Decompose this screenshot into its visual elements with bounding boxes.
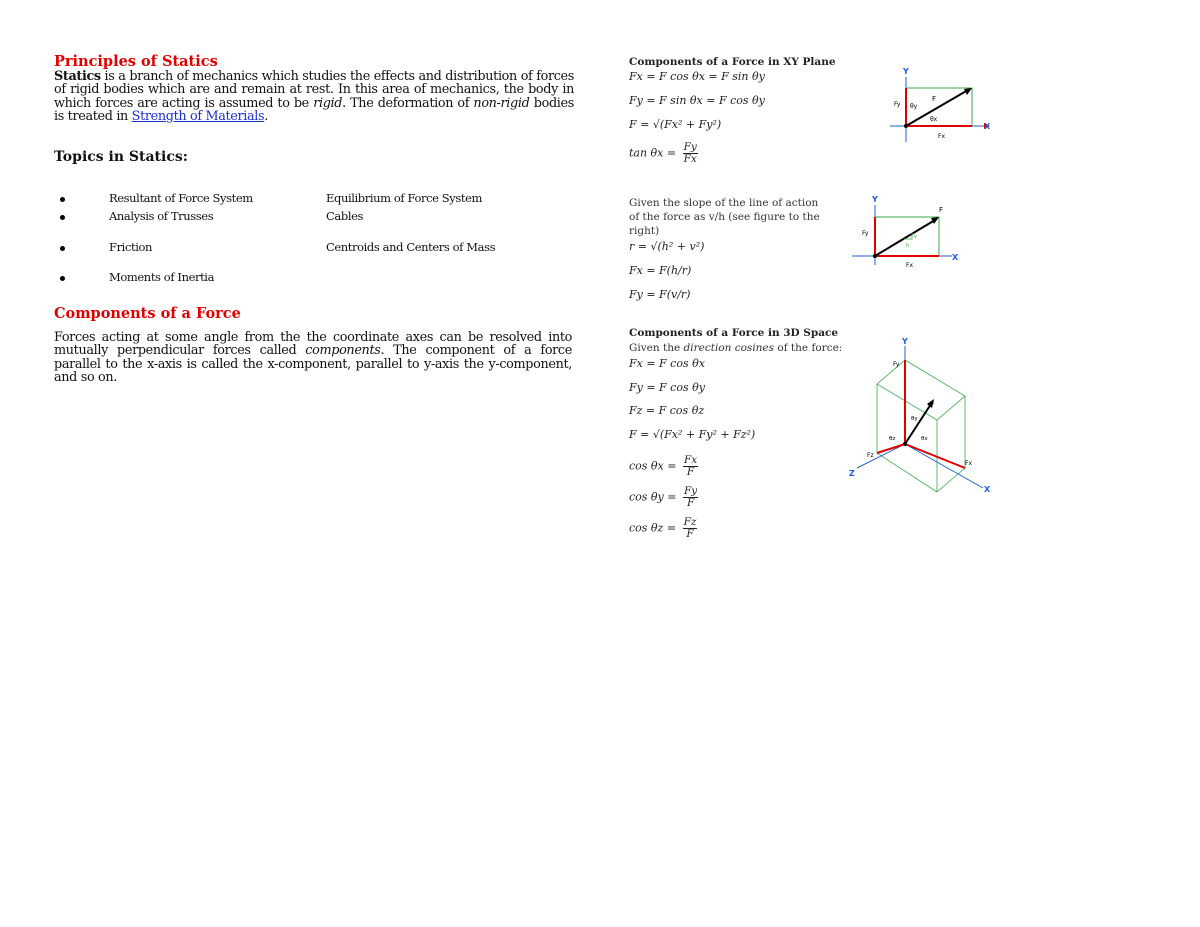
cosy-lhs: cos θy = <box>629 490 677 504</box>
bullet-icon <box>60 276 65 281</box>
fx-label: Fx <box>906 262 914 269</box>
v-label: v <box>914 234 917 240</box>
z-label: Z <box>849 469 855 478</box>
h-label: h <box>906 243 910 249</box>
tan-lhs: tan θx = <box>629 146 677 160</box>
space-eq-cosy <box>629 486 698 509</box>
origin-point <box>904 124 908 128</box>
slope-figure <box>848 191 968 271</box>
space-subtitle <box>629 342 842 354</box>
xy-eq-tan <box>629 142 698 165</box>
cosz-fraction <box>683 517 698 540</box>
intro-text-3: bodies is treated in <box>54 95 574 125</box>
origin-point <box>873 254 877 258</box>
fx-component <box>905 444 965 468</box>
slope-text-2: of the force as v/h (see figure to the <box>629 211 820 223</box>
x-label: X <box>984 485 991 494</box>
fx-label: Fx <box>965 460 973 467</box>
cosz-den: F <box>686 528 694 540</box>
components-text-2: . The component of a force parallel to the x-axis is called the x-component, parallel to y-axis the y-component, and so on. <box>54 343 572 386</box>
tan-num: Fy <box>683 141 697 153</box>
cosx-num: Fx <box>683 454 698 466</box>
space-sub-2: of the force: <box>774 342 843 354</box>
bullet-icon <box>60 197 65 202</box>
fy-label: Fy <box>893 361 900 368</box>
space-eq-cosz <box>629 517 697 540</box>
bullet-icon <box>60 246 65 251</box>
space-eq-fx: Fx = F cos θx <box>629 357 705 370</box>
xy-heading: Components of a Force in XY Plane <box>629 56 836 68</box>
space-heading: Components of a Force in 3D Space <box>629 327 839 339</box>
topic-item[interactable]: Centroids and Centers of Mass <box>326 240 496 254</box>
fy-label: Fy <box>894 101 901 108</box>
direction-cosines-term: direction cosines <box>683 342 775 354</box>
slope-eq-fy: Fy = F(v/r) <box>629 288 691 301</box>
force-vector <box>875 220 935 256</box>
principles-heading: Principles of Statics <box>54 53 218 70</box>
y-label: Y <box>903 67 909 76</box>
topics-heading: Topics in Statics: <box>54 148 188 165</box>
fx-label: Fx <box>938 133 946 140</box>
space-eq-fz: Fz = F cos θz <box>629 404 705 417</box>
theta-x-label: θx <box>930 116 938 123</box>
f-label: F <box>931 401 935 408</box>
x-label: X <box>984 122 991 131</box>
xy-eq-fx: Fx = F cos θx = F sin θy <box>629 70 765 83</box>
components-term: components <box>305 343 381 359</box>
cosz-num: Fz <box>683 516 697 528</box>
force-arrow-icon <box>931 217 939 224</box>
box-edge <box>877 453 937 492</box>
space-eq-fy: Fy = F cos θy <box>629 381 705 394</box>
tan-fraction <box>683 142 698 165</box>
components-text-1: Forces acting at some angle from the the coordinate axes can be resolved into mutually perpendicular forces called <box>54 330 572 359</box>
theta-y-label: θy <box>910 103 918 110</box>
cosx-lhs: cos θx = <box>629 459 677 473</box>
topic-item[interactable]: Friction <box>109 240 153 254</box>
bullet-icon <box>60 215 65 220</box>
topic-item[interactable]: Moments of Inertia <box>109 270 215 284</box>
topic-item[interactable]: Cables <box>326 209 364 223</box>
f-label: F <box>932 95 937 103</box>
cosy-fraction <box>683 486 698 509</box>
space-sub-1: Given the <box>629 342 684 354</box>
components-heading: Components of a Force <box>54 305 241 322</box>
slope-text-1: Given the slope of the line of action <box>629 197 819 209</box>
cosz-lhs: cos θz = <box>629 521 677 535</box>
cosx-fraction <box>683 455 698 478</box>
topic-item[interactable]: Resultant of Force System <box>109 191 253 205</box>
fz-label: Fz <box>867 452 874 459</box>
space-eq-cosx <box>629 455 698 478</box>
rigid-term: rigid <box>313 95 343 111</box>
theta-z-label: θz <box>889 436 896 442</box>
statics-term: Statics <box>54 69 101 84</box>
statics-paragraph <box>54 70 574 124</box>
fz-component <box>877 444 905 453</box>
strength-of-materials-link[interactable]: Strength of Materials <box>131 109 265 125</box>
box-edge <box>937 468 965 492</box>
topic-item[interactable]: Equilibrium of Force System <box>326 191 483 205</box>
intro-text-1: is a branch of mechanics which studies the effects and distribution of forces of rigid bodies which are and remain at rest. In this area of mechanics, the body in which forces are acting is assumed to be <box>54 69 574 111</box>
intro-text-2: . The deformation of <box>342 95 474 111</box>
space-3d-figure <box>845 336 995 496</box>
xy-eq-f: F = √(Fx² + Fy²) <box>629 118 722 131</box>
slope-eq-fx: Fx = F(h/r) <box>629 264 692 277</box>
xy-eq-fy: Fy = F sin θx = F cos θy <box>629 94 765 107</box>
y-label: Y <box>902 337 908 346</box>
x-label: X <box>952 253 959 262</box>
f-label: F <box>939 206 944 214</box>
xy-plane-figure <box>880 62 1000 152</box>
theta-x-label: θx <box>921 436 928 442</box>
theta-y-label: θy <box>911 416 918 422</box>
cosx-den: F <box>686 466 695 478</box>
slope-text-3: right) <box>629 225 660 237</box>
tan-den: Fx <box>683 153 697 165</box>
non-rigid-term: non-rigid <box>473 95 530 111</box>
fy-label: Fy <box>862 230 869 237</box>
box-top <box>877 360 965 420</box>
cosy-num: Fy <box>683 485 698 497</box>
space-eq-f: F = √(Fx² + Fy² + Fz²) <box>629 428 756 441</box>
origin-point <box>903 442 907 446</box>
z-axis <box>857 444 905 468</box>
cosy-den: F <box>686 497 695 509</box>
y-label: Y <box>872 195 878 204</box>
slope-eq-r: r = √(h² + v²) <box>629 240 705 253</box>
components-paragraph <box>54 331 572 385</box>
intro-text-4: . <box>264 109 268 125</box>
topic-item[interactable]: Analysis of Trusses <box>109 209 214 223</box>
intro-section <box>54 54 574 165</box>
